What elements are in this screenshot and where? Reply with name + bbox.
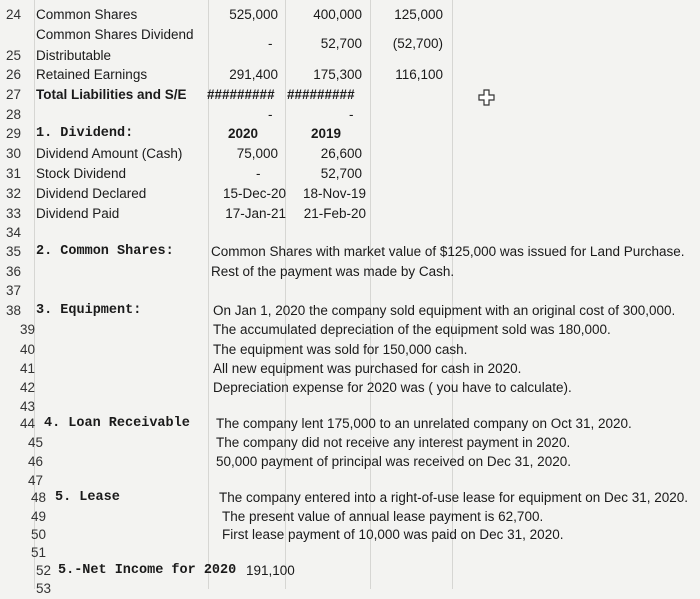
row-44[interactable] — [0, 414, 700, 434]
row-number: 25 — [6, 48, 22, 63]
row-38[interactable] — [0, 301, 700, 321]
cell-note[interactable]: On Jan 1, 2020 the company sold equipment with an original cost of 300,000. — [213, 303, 676, 318]
cell-date-2020[interactable]: 15-Dec-20 — [222, 186, 286, 201]
cell-dash[interactable]: - — [268, 36, 273, 51]
row-number: 46 — [28, 454, 44, 469]
row-number: 36 — [6, 264, 22, 279]
cell-label[interactable]: Common Shares Dividend — [36, 27, 194, 42]
cell-date-2019[interactable]: 21-Feb-20 — [303, 206, 366, 221]
crosshair-plus-icon — [478, 89, 495, 106]
cell-label[interactable]: 5.-Net Income for 2020 — [58, 563, 237, 578]
cell-date-2020[interactable]: 17-Jan-21 — [225, 206, 286, 221]
row-35[interactable] — [0, 242, 700, 262]
row-number: 27 — [6, 87, 22, 102]
row-number: 51 — [31, 545, 47, 560]
cell-value-2020[interactable]: ######### — [207, 87, 275, 102]
cell-dash[interactable]: - — [268, 107, 273, 122]
row-29[interactable] — [0, 124, 700, 144]
row-52[interactable] — [0, 561, 700, 581]
row-31[interactable] — [0, 164, 700, 184]
row-27[interactable] — [0, 85, 700, 105]
row-50[interactable] — [0, 525, 700, 545]
row-24[interactable] — [0, 5, 700, 25]
row-number: 38 — [6, 303, 22, 318]
cell-label[interactable]: Dividend Paid — [36, 206, 120, 221]
cell-note[interactable]: The equipment was sold for 150,000 cash. — [213, 342, 468, 357]
row-53[interactable] — [0, 579, 700, 599]
cell-label[interactable]: Stock Dividend — [36, 166, 127, 181]
row-number: 45 — [28, 435, 44, 450]
cell-value-2019[interactable]: 400,000 — [313, 7, 362, 22]
row-number: 34 — [6, 225, 22, 240]
row-number: 37 — [6, 283, 22, 298]
row-number: 40 — [20, 342, 36, 357]
row-33[interactable] — [0, 204, 700, 224]
cell-value-2019[interactable]: 52,700 — [320, 36, 362, 51]
row-number: 43 — [20, 399, 36, 414]
row-number: 47 — [28, 473, 44, 488]
cell-note[interactable]: First lease payment of 10,000 was paid on Dec 31, 2020. — [222, 527, 564, 542]
row-number: 35 — [6, 244, 22, 259]
cell-value-2020[interactable]: 525,000 — [229, 7, 278, 22]
row-number: 33 — [6, 206, 22, 221]
row-number: 28 — [6, 107, 22, 122]
row-number: 32 — [6, 186, 22, 201]
row-number: 29 — [6, 126, 22, 141]
cell-value-2019[interactable]: 26,600 — [320, 146, 362, 161]
cell-label[interactable]: 3. Equipment: — [36, 303, 142, 318]
row-51[interactable] — [0, 543, 700, 563]
row-number: 26 — [6, 67, 22, 82]
cell-note[interactable]: 50,000 payment of principal was received on Dec 31, 2020. — [216, 454, 571, 469]
cell-label[interactable]: 5. Lease — [55, 490, 120, 505]
row-number: 53 — [36, 581, 52, 596]
cell-value-2020[interactable]: 291,400 — [229, 67, 278, 82]
cell-note[interactable]: The present value of annual lease payment is 62,700. — [222, 509, 544, 524]
row-number: 31 — [6, 166, 22, 181]
cell-label[interactable]: 1. Dividend: — [36, 126, 134, 141]
cell-note[interactable]: The company lent 175,000 to an unrelated company on Oct 31, 2020. — [216, 416, 632, 431]
cell-note[interactable]: The company did not receive any interest payment in 2020. — [216, 435, 571, 450]
cell-dash[interactable]: - — [349, 107, 354, 122]
cell-label[interactable]: Dividend Declared — [36, 186, 147, 201]
row-40[interactable] — [0, 340, 700, 360]
row-number: 41 — [20, 361, 36, 376]
row-42[interactable] — [0, 378, 700, 398]
cell-date-2019[interactable]: 18-Nov-19 — [302, 186, 366, 201]
row-number: 52 — [36, 563, 52, 578]
row-32[interactable] — [0, 184, 700, 204]
row-number: 48 — [31, 490, 47, 505]
row-45[interactable] — [0, 433, 700, 453]
row-48[interactable] — [0, 488, 700, 508]
row-49[interactable] — [0, 507, 700, 527]
cell-year-2020[interactable]: 2020 — [228, 126, 259, 141]
row-41[interactable] — [0, 359, 700, 379]
row-26[interactable] — [0, 65, 700, 85]
row-34[interactable] — [0, 223, 700, 243]
row-number: 24 — [6, 7, 22, 22]
cell-value-2020[interactable]: 191,100 — [246, 563, 295, 578]
cell-value-2019[interactable]: ######### — [287, 87, 355, 102]
cell-value-2019[interactable]: 175,300 — [313, 67, 362, 82]
row-36[interactable] — [0, 262, 700, 282]
cell-value-change[interactable]: 116,100 — [395, 67, 443, 82]
row-37[interactable] — [0, 281, 700, 301]
cell-note[interactable]: The company entered into a right-of-use lease for equipment on Dec 31, 2020. — [219, 490, 689, 505]
cell-label[interactable]: 2. Common Shares: — [36, 244, 174, 259]
cell-label[interactable]: Dividend Amount (Cash) — [36, 146, 183, 161]
row-number: 49 — [31, 509, 47, 524]
cell-label[interactable]: Distributable — [36, 48, 112, 63]
row-number: 30 — [6, 146, 22, 161]
cell-note[interactable]: All new equipment was purchased for cash in 2020. — [213, 361, 522, 376]
row-30[interactable] — [0, 144, 700, 164]
row-number: 39 — [20, 322, 36, 337]
row-number: 42 — [20, 380, 36, 395]
cell-value-2019[interactable]: 52,700 — [320, 166, 362, 181]
cell-label[interactable]: Retained Earnings — [36, 67, 148, 82]
cell-note[interactable]: Depreciation expense for 2020 was ( you have to calculate). — [213, 380, 572, 395]
row-28[interactable] — [0, 105, 700, 125]
cell-value-2020[interactable]: 75,000 — [236, 146, 278, 161]
row-39[interactable] — [0, 320, 700, 340]
cell-label[interactable]: Common Shares — [36, 7, 138, 22]
row-number: 50 — [31, 527, 47, 542]
cell-year-2019[interactable]: 2019 — [311, 126, 342, 141]
cell-note[interactable]: Common Shares with market value of $125,000 was issued for Land Purchase. — [211, 244, 685, 259]
row-46[interactable] — [0, 452, 700, 472]
cell-note[interactable]: Rest of the payment was made by Cash. — [211, 264, 455, 279]
row-25[interactable] — [0, 46, 700, 66]
cell-dash[interactable]: - — [256, 166, 261, 181]
cell-value-change[interactable]: (52,700) — [392, 36, 443, 51]
cell-label[interactable]: 4. Loan Receivable — [44, 416, 190, 431]
cell-label[interactable]: Total Liabilities and S/E — [36, 87, 187, 102]
cell-value-change[interactable]: 125,000 — [394, 7, 443, 22]
cell-note[interactable]: The accumulated depreciation of the equipment sold was 180,000. — [213, 322, 611, 337]
row-number: 44 — [20, 416, 36, 431]
